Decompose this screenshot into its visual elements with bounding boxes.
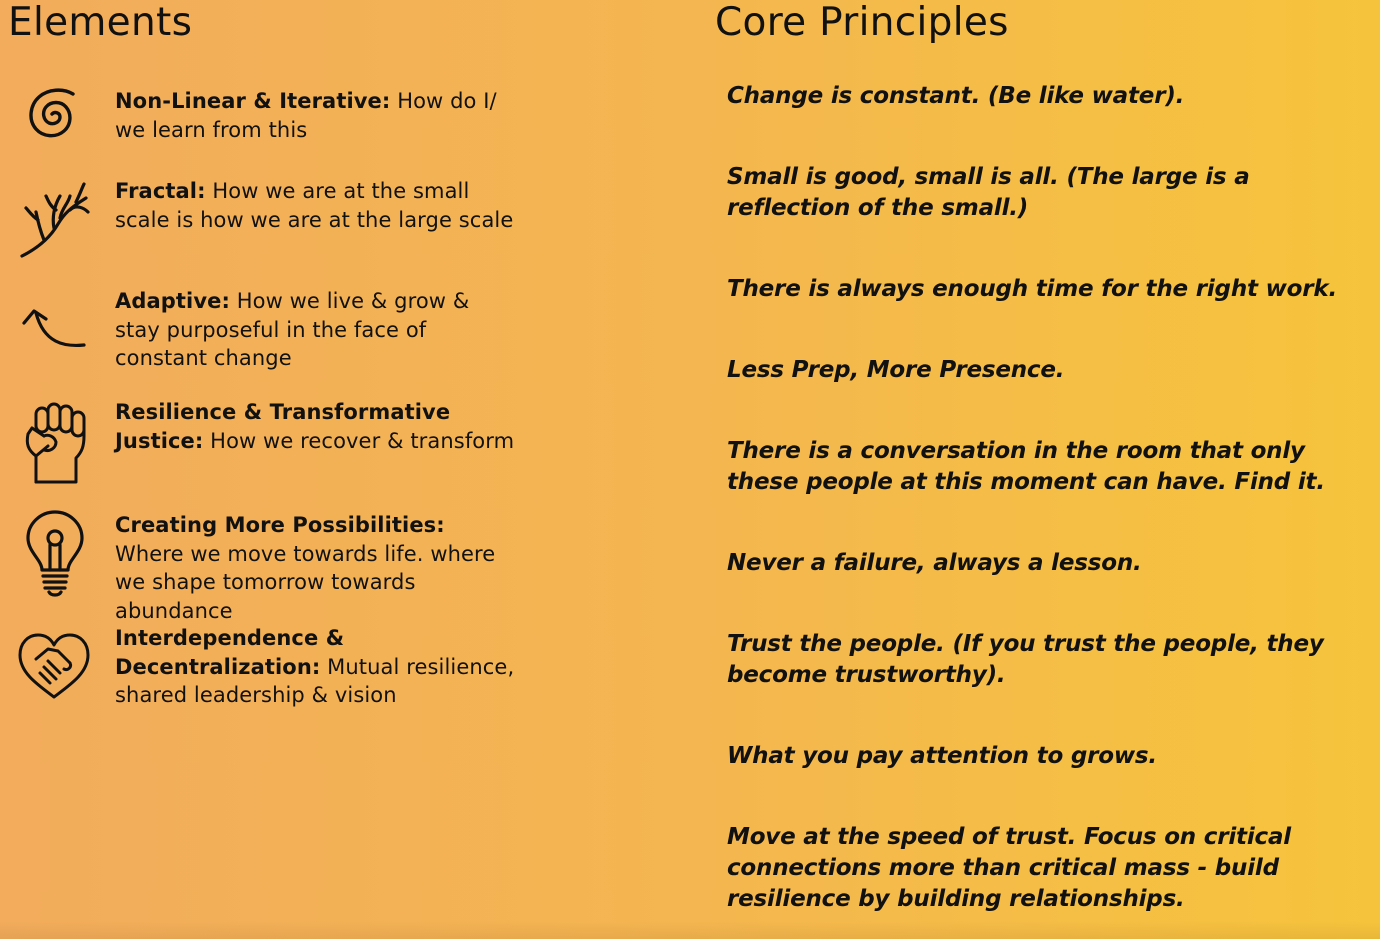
element-term: Adaptive:: [115, 289, 230, 313]
principle-item: Small is good, small is all. (The large is a reflection of the small.): [727, 164, 1250, 221]
element-term: Fractal:: [115, 179, 206, 203]
element-description: How we live & grow & stay purposeful in the face of constant change: [115, 289, 470, 370]
heart-handshake-icon: [14, 611, 98, 703]
element-text: [115, 87, 515, 144]
principle-item: There is a conversation in the room that only these people at this moment can have. Find it.: [727, 438, 1325, 495]
principle-item: Move at the speed of trust. Focus on critical connections more than critical mass - build resilience by building relationships.: [727, 824, 1291, 912]
element-term: Resilience & Transformative Justice:: [115, 400, 451, 453]
principle-item: Less Prep, More Presence.: [727, 357, 1065, 383]
element-description: Where we move towards life. where we shape tomorrow towards abundance: [115, 541, 496, 623]
principle-item: There is always enough time for the right work.: [727, 276, 1338, 302]
element-text: [115, 287, 515, 373]
element-text: [115, 177, 515, 234]
branch-icon: [14, 178, 98, 270]
principle-item: Change is constant. (Be like water).: [727, 83, 1185, 109]
element-text: [115, 624, 515, 710]
element-term: Creating More Possibilities:: [115, 513, 445, 537]
principle-item: Never a failure, always a lesson.: [727, 550, 1142, 576]
element-text: [115, 511, 515, 625]
principle-item: What you pay attention to grows.: [727, 743, 1157, 769]
elements-heading: Elements: [8, 0, 193, 45]
element-term: Interdependence & Decentralization:: [115, 626, 345, 679]
core-principles-heading: Core Principles: [715, 0, 1009, 45]
element-description: How we recover & transform: [210, 428, 515, 453]
lightbulb-icon: [14, 508, 98, 600]
principle-item: Trust the people. (If you trust the people, they become trustworthy).: [727, 631, 1324, 688]
spiral-icon: [14, 78, 98, 170]
curved-arrow-icon: [14, 279, 98, 371]
element-description: Mutual resilience, shared leadership & vision: [115, 654, 515, 707]
element-description: How do I/ we learn from this: [115, 89, 497, 142]
bottom-edge-shadow: [0, 921, 1380, 939]
element-text: [115, 398, 515, 455]
raised-fist-icon: [14, 398, 98, 490]
element-term: Non-Linear & Iterative:: [115, 89, 391, 113]
element-description: How we are at the small scale is how we are at the large scale: [115, 179, 514, 232]
